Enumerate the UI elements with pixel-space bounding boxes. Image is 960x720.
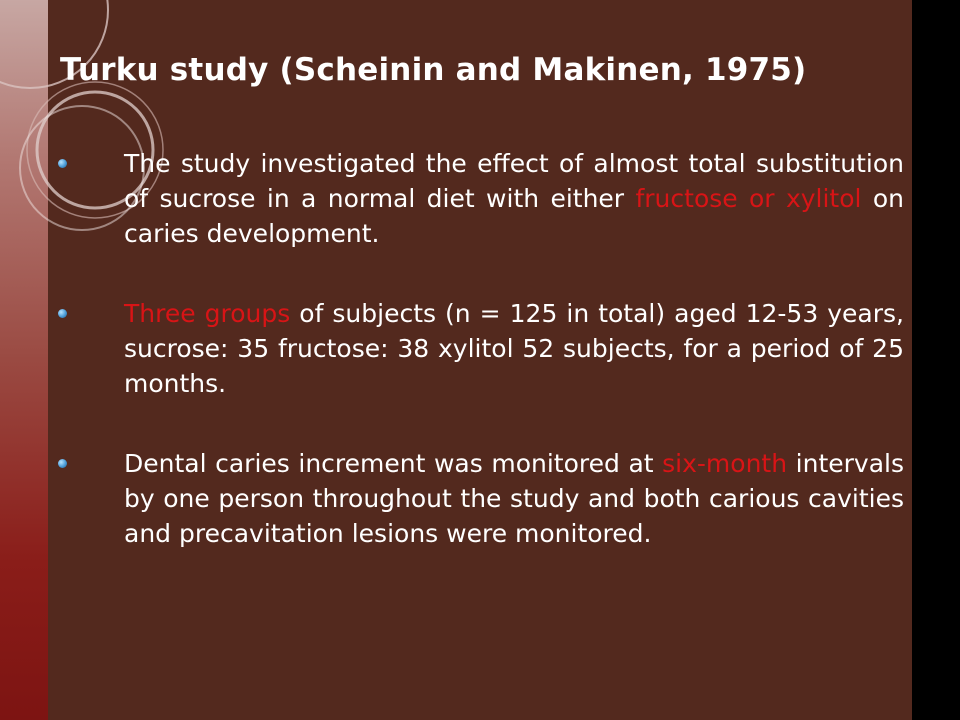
bullet-dot-icon <box>58 309 67 318</box>
bullet-text: Dental caries increment was monitored at <box>124 449 663 478</box>
bullet-text: of subjects (n = 125 in total) aged 12-53 years, sucrose: 35 fructose: 38 xylitol 52 subjects, for a period of 25 months. <box>124 299 904 398</box>
highlighted-text: six-month <box>662 449 788 478</box>
bullet-text: The study investigated the effect of almost total substitution of sucrose in a normal diet with either <box>124 149 904 213</box>
slide-title: Turku study (Scheinin and Makinen, 1975) <box>60 52 807 88</box>
bullet-text: intervals by one person throughout the study and both carious cavities and precavitation lesions were monitored. <box>124 449 904 548</box>
highlighted-text: Three groups <box>124 299 291 328</box>
bullet-dot-icon <box>58 459 67 468</box>
highlighted-text: fructose or xylitol <box>635 184 862 213</box>
bullet-item <box>58 146 904 251</box>
bullet-dot-icon <box>58 159 67 168</box>
right-margin-bar <box>912 0 960 720</box>
bullet-item <box>58 296 904 401</box>
bullet-list <box>58 146 904 596</box>
decorative-side-panel <box>0 0 48 720</box>
bullet-item <box>58 446 904 551</box>
decorative-arcs-icon <box>0 0 48 720</box>
bullet-text: on caries development. <box>124 184 904 248</box>
